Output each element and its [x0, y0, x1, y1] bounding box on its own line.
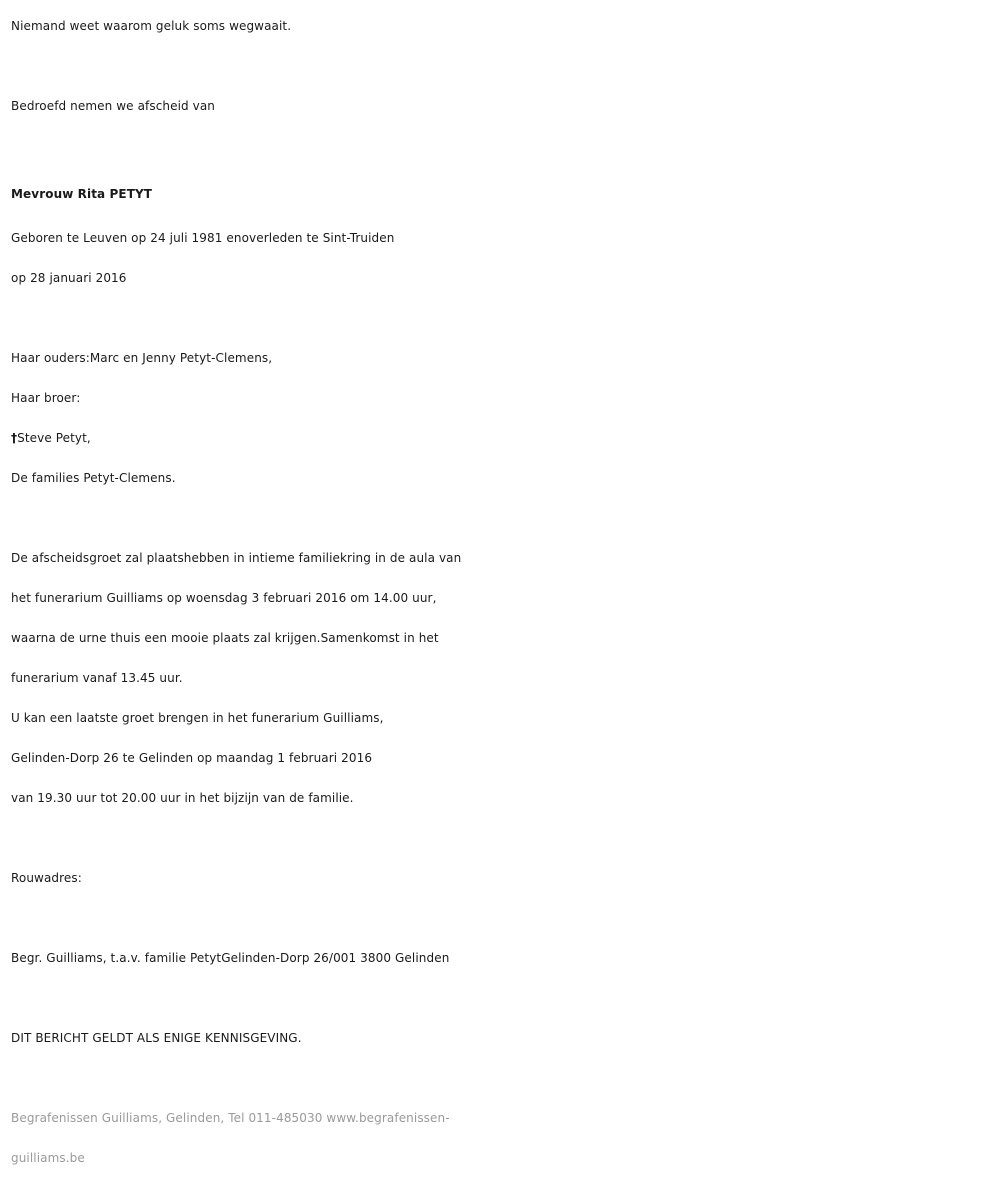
opening-quote: Niemand weet waarom geluk soms wegwaait. — [11, 19, 292, 33]
ceremony-line-2: het funerarium Guilliams op woensdag 3 februari 2016 om 14.00 uur, — [11, 591, 437, 605]
ceremony-line-1: De afscheidsgroet zal plaatshebben in intieme familiekring in de aula van — [11, 551, 462, 565]
ceremony-line-7: van 19.30 uur tot 20.00 uur in het bijzijn van de familie. — [11, 791, 354, 805]
birth-death-line-1: Geboren te Leuven op 24 juli 1981 enoverleden te Sint-Truiden — [11, 231, 395, 245]
spacer — [11, 46, 991, 86]
footer-line-1: Begrafenissen Guilliams, Gelinden, Tel 011-485030 www.begrafenissen- — [11, 1111, 450, 1125]
ceremony-line-3: waarna de urne thuis een mooie plaats zal krijgen.Samenkomst in het — [11, 631, 439, 645]
spacer — [11, 898, 991, 938]
ceremony-line-6: Gelinden-Dorp 26 te Gelinden op maandag 1 februari 2016 — [11, 751, 373, 765]
address-label: Rouwadres: — [11, 871, 82, 885]
ceremony-line-5: U kan een laatste groet brengen in het funerarium Guilliams, — [11, 711, 384, 725]
spacer — [11, 498, 991, 538]
brother-line — [11, 418, 991, 458]
parents-line: Haar ouders:Marc en Jenny Petyt-Clemens, — [11, 351, 273, 365]
spacer — [11, 298, 991, 338]
announcement-text: Bedroefd nemen we afscheid van — [11, 99, 216, 113]
obituary-notice — [11, 6, 991, 1178]
brother-label: Haar broer: — [11, 391, 81, 405]
cross-icon: † — [11, 431, 18, 445]
footer-line-2: guilliams.be — [11, 1151, 85, 1165]
address-value: Begr. Guilliams, t.a.v. familie PetytGelinden-Dorp 26/001 3800 Gelinden — [11, 951, 450, 965]
spacer — [11, 126, 991, 166]
spacer — [11, 978, 991, 1018]
deceased-name: Mevrouw Rita PETYT — [11, 187, 153, 201]
ceremony-line-4: funerarium vanaf 13.45 uur. — [11, 671, 183, 685]
birth-death-line-2: op 28 januari 2016 — [11, 271, 127, 285]
families-line: De families Petyt-Clemens. — [11, 471, 176, 485]
closing-statement: DIT BERICHT GELDT ALS ENIGE KENNISGEVING. — [11, 1031, 302, 1045]
spacer — [11, 1058, 991, 1098]
brother-name: Steve Petyt, — [17, 431, 91, 445]
spacer — [11, 818, 991, 858]
